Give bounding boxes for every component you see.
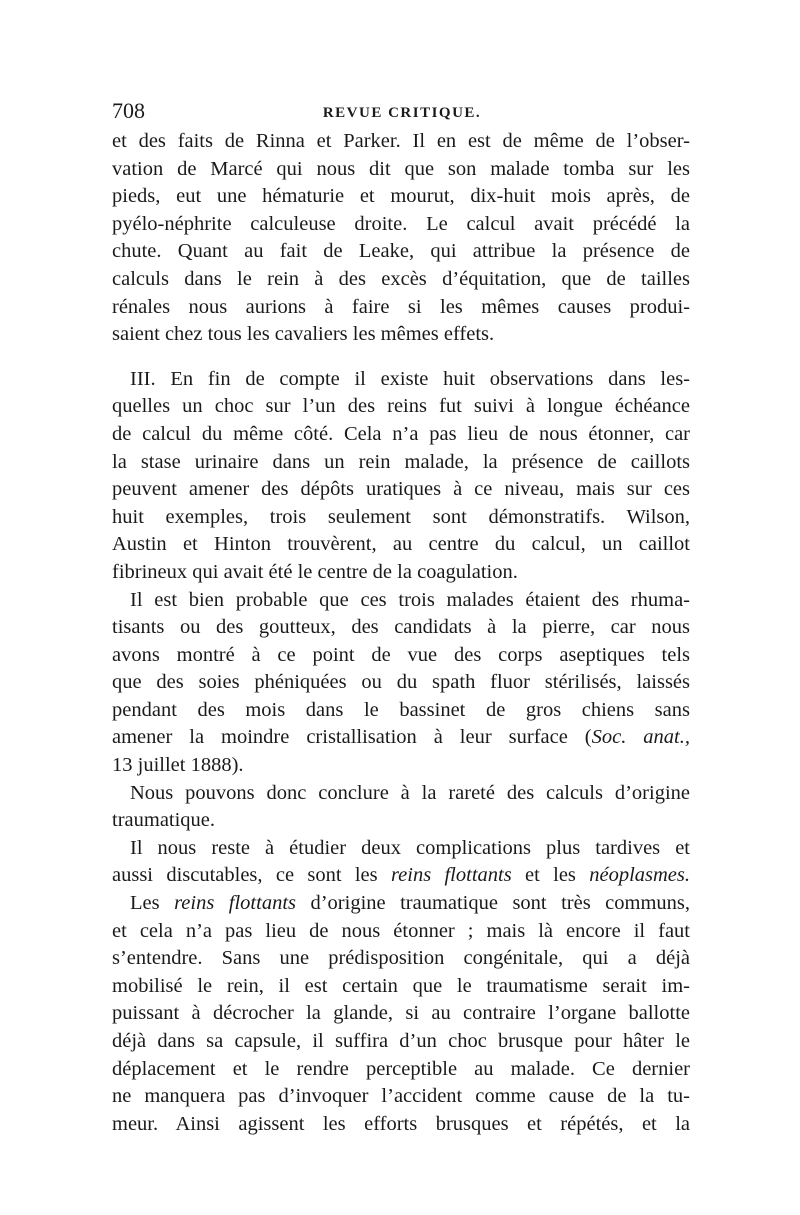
text-line: déjà dans sa capsule, il suffira d’un choc brusque pour hâter le	[112, 1030, 690, 1052]
text-line: 13 juillet 1888).	[112, 754, 244, 777]
text-fragment: d’origine traumatique sont très communs,	[296, 892, 690, 915]
text-line: s’entendre. Sans une prédisposition congénitale, qui a déjà	[112, 947, 690, 970]
text-line: fibrineux qui avait été le centre de la coagulation.	[112, 560, 518, 583]
term-reins-flottants: reins flottants	[390, 864, 512, 887]
text-line: Il nous reste à étudier deux complications plus tardives et	[130, 836, 690, 859]
text-line: huit exemples, trois seulement sont démonstratifs. Wilson,	[112, 505, 690, 528]
text-line: la stase urinaire dans un rein malade, la présence de caillots	[112, 450, 690, 473]
text-line: pieds, eut une hématurie et mourut, dix-huit mois après, de	[112, 185, 690, 208]
text-line: saient chez tous les cavaliers les mêmes effets.	[112, 323, 495, 346]
paragraph	[112, 835, 690, 890]
text-line: pyélo-néphrite calculeuse droite. Le calcul avait précédé la	[112, 212, 690, 235]
text-fragment: et les	[511, 864, 590, 887]
page-header	[112, 96, 692, 126]
text-line: et des faits de Rinna et Parker. Il en est de même de l’obser-	[112, 130, 690, 152]
text-fragment: aussi discutables, ce sont les	[112, 864, 391, 887]
text-line: vation de Marcé qui nous dit que son malade tomba sur les	[112, 157, 690, 180]
text-fragment: Les	[130, 892, 175, 915]
text-line: de calcul du même côté. Cela n’a pas lieu de nous étonner, car	[112, 422, 690, 445]
text-line: Nous pouvons donc conclure à la rareté des calculs d’origine	[130, 781, 690, 804]
text-line: rénales nous aurions à faire si les mêmes causes produi-	[112, 295, 690, 318]
text-line: meur. Ainsi agissent les efforts brusques et répétés, et la	[112, 1112, 690, 1135]
section-paragraph	[112, 366, 690, 587]
text-line: quelles un choc sur l’un des reins fut suivi à longue échéance	[112, 395, 690, 418]
text-line: chute. Quant au fait de Leake, qui attribue la présence de	[112, 240, 690, 263]
page-number: 708	[112, 98, 145, 123]
text-line: puissant à décrocher la glande, si au contraire l’organe ballotte	[112, 1002, 690, 1025]
text-line	[112, 862, 690, 890]
text-line: Il est bien probable que ces trois malades étaient des rhuma-	[130, 588, 690, 611]
text-line	[112, 724, 690, 752]
text-line: calculs dans le rein à des excès d’équitation, que de tailles	[112, 267, 690, 290]
text-fragment: amener la moindre cristallisation à leur surface (	[112, 726, 592, 749]
term-reins-flottants: reins flottants	[174, 892, 296, 915]
paragraph	[112, 780, 690, 835]
text-line: Austin et Hinton trouvèrent, au centre du calcul, un caillot	[112, 533, 690, 556]
text-line: que des soies phéniquées ou du spath fluor stérilisés, laissés	[112, 671, 690, 694]
text-line: tisants ou des goutteux, des candidats à la pierre, car nous	[112, 616, 690, 639]
citation-journal: Soc. anat.,	[591, 726, 690, 749]
text-line: peuvent amener des dépôts uratiques à ce niveau, mais sur ces	[112, 478, 690, 501]
paragraph	[112, 128, 690, 349]
body-text	[112, 128, 690, 1138]
paragraph	[112, 587, 690, 780]
paragraph	[112, 890, 690, 1138]
text-line: pendant des mois dans le bassinet de gros chiens sans	[112, 698, 690, 721]
term-neoplasmes: néoplasmes.	[589, 864, 690, 887]
text-line: mobilisé le rein, il est certain que le traumatisme serait im-	[112, 974, 690, 997]
text-line: traumatique.	[112, 809, 216, 832]
text-line: et cela n’a pas lieu de nous étonner ; mais là encore il faut	[112, 919, 690, 942]
text-line	[112, 890, 690, 918]
running-head: REVUE CRITIQUE.	[322, 105, 482, 121]
text-line: déplacement et le rendre perceptible au malade. Ce dernier	[112, 1057, 690, 1080]
text-line: ne manquera pas d’invoquer l’accident comme cause de la tu-	[112, 1085, 690, 1108]
text-line: avons montré à ce point de vue des corps aseptiques tels	[112, 643, 690, 666]
text-line: III. En fin de compte il existe huit observations dans les-	[130, 367, 690, 390]
